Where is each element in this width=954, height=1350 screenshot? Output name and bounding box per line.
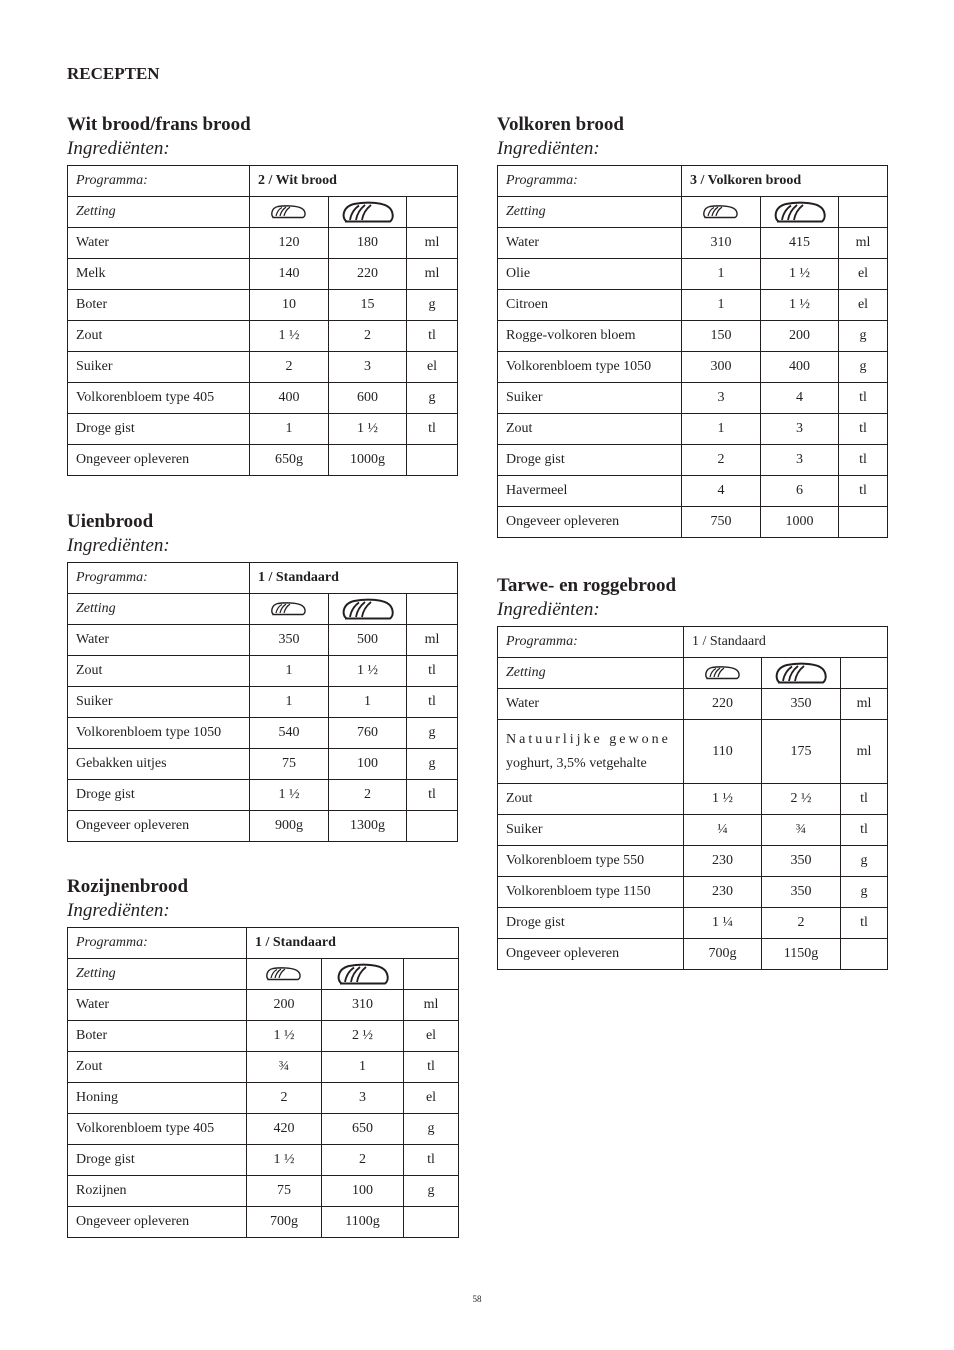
recipe-title: Volkoren brood: [497, 114, 624, 135]
unit: g: [841, 877, 888, 908]
table-row: [498, 321, 888, 352]
table-row: [498, 476, 888, 507]
amount-small: 1: [250, 687, 329, 718]
program-value: 3 / Volkoren brood: [682, 166, 888, 197]
ingredient-name: Droge gist: [68, 414, 250, 445]
table-row: [68, 1176, 459, 1207]
page-number: 58: [472, 1294, 482, 1304]
ingredient-name: [498, 720, 684, 784]
amount-small: 1 ½: [684, 784, 762, 815]
amount-small: 2: [682, 445, 761, 476]
ingredient-name: Citroen: [498, 290, 682, 321]
table-row: [68, 656, 458, 687]
recipe-table: [497, 626, 888, 970]
recipe-volkoren-brood: [497, 113, 888, 538]
yield-large: 1000g: [329, 445, 407, 476]
amount-large: 1: [322, 1052, 404, 1083]
amount-large: 100: [322, 1176, 404, 1207]
table-row: [498, 815, 888, 846]
table-row: [498, 383, 888, 414]
amount-large: 3: [761, 414, 839, 445]
amount-large: 200: [761, 321, 839, 352]
ingredients-label: Ingrediënten:: [67, 138, 170, 159]
amount-small: ¼: [684, 815, 762, 846]
amount-large: 2 ½: [762, 784, 841, 815]
unit: tl: [839, 383, 888, 414]
large-loaf-icon: [322, 959, 404, 990]
yield-small: 650g: [250, 445, 329, 476]
table-row: [498, 784, 888, 815]
small-loaf-icon: [684, 658, 762, 689]
yield-small: 750: [682, 507, 761, 538]
program-label: Programma:: [68, 928, 247, 959]
amount-large: 2: [762, 908, 841, 939]
small-loaf-icon: [682, 197, 761, 228]
table-row: [68, 990, 459, 1021]
amount-large: 6: [761, 476, 839, 507]
unit: g: [404, 1176, 459, 1207]
ingredient-name-line1: Natuurlijke gewone: [506, 731, 671, 747]
yield-label: Ongeveer opleveren: [498, 939, 684, 970]
amount-small: 350: [250, 625, 329, 656]
table-row: [68, 625, 458, 656]
amount-large: 350: [762, 689, 841, 720]
amount-small: 540: [250, 718, 329, 749]
amount-large: 500: [329, 625, 407, 656]
amount-small: 150: [682, 321, 761, 352]
ingredient-name: Water: [498, 228, 682, 259]
ingredient-name: Volkorenbloem type 1050: [498, 352, 682, 383]
amount-small: 1 ½: [250, 780, 329, 811]
setting-label: Zetting: [68, 959, 247, 990]
yield-small: 900g: [250, 811, 329, 842]
unit: ml: [407, 259, 458, 290]
ingredient-name: Volkorenbloem type 405: [68, 383, 250, 414]
unit: el: [404, 1021, 459, 1052]
table-row: [68, 383, 458, 414]
amount-large: 3: [322, 1083, 404, 1114]
yield-row: [68, 811, 458, 842]
amount-large: 760: [329, 718, 407, 749]
table-row: [68, 321, 458, 352]
unit: el: [407, 352, 458, 383]
amount-large: 2: [329, 321, 407, 352]
unit: ml: [839, 228, 888, 259]
ingredient-name: Boter: [68, 1021, 247, 1052]
program-label: Programma:: [68, 563, 250, 594]
small-loaf-icon: [250, 594, 329, 625]
amount-small: 420: [247, 1114, 322, 1145]
amount-small: 120: [250, 228, 329, 259]
table-row: [68, 1114, 459, 1145]
table-row: [68, 687, 458, 718]
amount-small: 2: [250, 352, 329, 383]
amount-large: 100: [329, 749, 407, 780]
yield-large: 1000: [761, 507, 839, 538]
ingredients-label: Ingrediënten:: [67, 535, 170, 556]
ingredient-name: Boter: [68, 290, 250, 321]
table-row: [498, 846, 888, 877]
amount-large: 3: [329, 352, 407, 383]
unit: el: [839, 259, 888, 290]
amount-small: 3: [682, 383, 761, 414]
amount-large: 600: [329, 383, 407, 414]
empty-cell: [407, 594, 458, 625]
setting-row: [498, 658, 888, 689]
amount-large: 220: [329, 259, 407, 290]
unit: g: [404, 1114, 459, 1145]
unit: tl: [839, 476, 888, 507]
recipe-wit-brood: [67, 113, 458, 476]
amount-large: 180: [329, 228, 407, 259]
yield-row: [498, 939, 888, 970]
large-loaf-icon: [761, 197, 839, 228]
amount-large: 15: [329, 290, 407, 321]
yield-large: 1150g: [762, 939, 841, 970]
ingredient-name: Droge gist: [68, 1145, 247, 1176]
amount-large: 1 ½: [329, 414, 407, 445]
amount-small: 400: [250, 383, 329, 414]
ingredients-label: Ingrediënten:: [497, 138, 600, 159]
setting-row: [68, 959, 459, 990]
program-row: [68, 563, 458, 594]
recipe-table: [67, 165, 458, 476]
recipe-table: [497, 165, 888, 538]
ingredient-name: Suiker: [498, 383, 682, 414]
amount-large: 350: [762, 877, 841, 908]
amount-large: 1 ½: [329, 656, 407, 687]
recipe-rozijnenbrood: [67, 875, 459, 1238]
unit: ml: [407, 228, 458, 259]
setting-label: Zetting: [498, 197, 682, 228]
amount-small: 1: [250, 414, 329, 445]
recipe-tarwe-en-roggebrood: [497, 574, 888, 970]
amount-large: 1: [329, 687, 407, 718]
amount-small: 1 ¼: [684, 908, 762, 939]
unit: ml: [841, 720, 888, 784]
program-label: Programma:: [498, 627, 684, 658]
ingredient-name: Suiker: [68, 687, 250, 718]
table-row: [498, 689, 888, 720]
ingredient-name: Zout: [498, 414, 682, 445]
table-row: [68, 228, 458, 259]
empty-cell: [841, 658, 888, 689]
ingredient-name: Rozijnen: [68, 1176, 247, 1207]
table-row: [68, 1021, 459, 1052]
recipe-uienbrood: [67, 510, 458, 842]
amount-small: 310: [682, 228, 761, 259]
ingredient-name: Suiker: [68, 352, 250, 383]
amount-small: 230: [684, 846, 762, 877]
unit: g: [839, 321, 888, 352]
amount-large: 1 ½: [761, 259, 839, 290]
amount-large: 310: [322, 990, 404, 1021]
ingredient-name-line2: yoghurt, 3,5% vetgehalte: [506, 755, 647, 771]
unit: tl: [404, 1052, 459, 1083]
ingredient-name: Rogge-volkoren bloem: [498, 321, 682, 352]
table-row: [68, 1145, 459, 1176]
unit: g: [407, 718, 458, 749]
unit: g: [841, 846, 888, 877]
amount-small: 10: [250, 290, 329, 321]
amount-small: 1 ½: [247, 1021, 322, 1052]
unit: g: [407, 383, 458, 414]
recipe-title: Uienbrood: [67, 511, 154, 532]
amount-large: 2: [322, 1145, 404, 1176]
program-value: 1 / Standaard: [247, 928, 459, 959]
ingredient-name: Zout: [68, 1052, 247, 1083]
recipe-table: [67, 927, 459, 1238]
small-loaf-icon: [250, 197, 329, 228]
unit: el: [404, 1083, 459, 1114]
unit: tl: [407, 321, 458, 352]
table-row: [68, 1052, 459, 1083]
table-row: [68, 352, 458, 383]
amount-small: 1 ½: [250, 321, 329, 352]
table-row: [498, 877, 888, 908]
unit: [407, 445, 458, 476]
unit: ml: [407, 625, 458, 656]
unit: tl: [839, 414, 888, 445]
large-loaf-icon: [329, 197, 407, 228]
amount-large: 350: [762, 846, 841, 877]
ingredient-name: Honing: [68, 1083, 247, 1114]
table-row: [498, 259, 888, 290]
amount-large: 4: [761, 383, 839, 414]
ingredients-label: Ingrediënten:: [67, 900, 170, 921]
setting-label: Zetting: [498, 658, 684, 689]
amount-small: 200: [247, 990, 322, 1021]
setting-row: [68, 594, 458, 625]
ingredient-name: Droge gist: [498, 908, 684, 939]
ingredient-name: Zout: [68, 656, 250, 687]
unit: tl: [407, 780, 458, 811]
recipe-title: Tarwe- en roggebrood: [497, 575, 677, 596]
table-row: [68, 259, 458, 290]
amount-small: 230: [684, 877, 762, 908]
yield-label: Ongeveer opleveren: [68, 445, 250, 476]
program-value: 2 / Wit brood: [250, 166, 458, 197]
table-row: [68, 290, 458, 321]
amount-small: 1 ½: [247, 1145, 322, 1176]
unit: [841, 939, 888, 970]
yield-small: 700g: [247, 1207, 322, 1238]
program-row: [68, 928, 459, 959]
amount-large: 2: [329, 780, 407, 811]
program-label: Programma:: [68, 166, 250, 197]
table-row: [498, 414, 888, 445]
amount-small: 1: [682, 414, 761, 445]
ingredient-name: Melk: [68, 259, 250, 290]
yield-row: [498, 507, 888, 538]
unit: tl: [407, 656, 458, 687]
amount-small: 75: [247, 1176, 322, 1207]
recipe-table: [67, 562, 458, 842]
amount-small: 220: [684, 689, 762, 720]
yield-row: [68, 1207, 459, 1238]
amount-large: 2 ½: [322, 1021, 404, 1052]
yield-row: [68, 445, 458, 476]
setting-row: [68, 197, 458, 228]
program-row: [68, 166, 458, 197]
unit: tl: [841, 815, 888, 846]
large-loaf-icon: [329, 594, 407, 625]
amount-large: 1 ½: [761, 290, 839, 321]
amount-small: 75: [250, 749, 329, 780]
yield-label: Ongeveer opleveren: [498, 507, 682, 538]
large-loaf-icon: [762, 658, 841, 689]
unit: el: [839, 290, 888, 321]
unit: tl: [407, 414, 458, 445]
unit: tl: [404, 1145, 459, 1176]
amount-small: 1: [682, 290, 761, 321]
program-value: 1 / Standaard: [684, 627, 888, 658]
unit: ml: [841, 689, 888, 720]
amount-large: 3: [761, 445, 839, 476]
empty-cell: [407, 197, 458, 228]
program-value: 1 / Standaard: [250, 563, 458, 594]
table-row: [498, 352, 888, 383]
amount-small: ¾: [247, 1052, 322, 1083]
ingredient-name: Suiker: [498, 815, 684, 846]
table-row: [68, 780, 458, 811]
ingredient-name: Volkorenbloem type 1150: [498, 877, 684, 908]
ingredient-name: Volkorenbloem type 550: [498, 846, 684, 877]
yield-label: Ongeveer opleveren: [68, 1207, 247, 1238]
unit: g: [407, 749, 458, 780]
ingredient-name: Zout: [498, 784, 684, 815]
amount-small: 1: [682, 259, 761, 290]
table-row: [68, 749, 458, 780]
amount-small: 4: [682, 476, 761, 507]
ingredient-name: Water: [498, 689, 684, 720]
program-label: Programma:: [498, 166, 682, 197]
ingredient-name: Droge gist: [498, 445, 682, 476]
table-row: [498, 720, 888, 784]
ingredient-name: Water: [68, 625, 250, 656]
amount-large: 400: [761, 352, 839, 383]
program-row: [498, 166, 888, 197]
amount-small: 300: [682, 352, 761, 383]
page-title: RECEPTEN: [67, 64, 160, 83]
setting-label: Zetting: [68, 594, 250, 625]
unit: [407, 811, 458, 842]
amount-small: 140: [250, 259, 329, 290]
empty-cell: [839, 197, 888, 228]
table-row: [498, 445, 888, 476]
amount-large: 415: [761, 228, 839, 259]
yield-small: 700g: [684, 939, 762, 970]
empty-cell: [404, 959, 459, 990]
amount-large: ¾: [762, 815, 841, 846]
unit: [404, 1207, 459, 1238]
program-row: [498, 627, 888, 658]
ingredient-name: Water: [68, 228, 250, 259]
amount-small: 1: [250, 656, 329, 687]
unit: tl: [841, 908, 888, 939]
ingredient-name: Zout: [68, 321, 250, 352]
ingredient-name: Droge gist: [68, 780, 250, 811]
unit: tl: [407, 687, 458, 718]
amount-small: 2: [247, 1083, 322, 1114]
ingredient-name: Volkorenbloem type 405: [68, 1114, 247, 1145]
ingredient-name: Olie: [498, 259, 682, 290]
amount-large: 650: [322, 1114, 404, 1145]
table-row: [498, 908, 888, 939]
small-loaf-icon: [247, 959, 322, 990]
table-row: [68, 414, 458, 445]
ingredient-name: Water: [68, 990, 247, 1021]
unit: ml: [404, 990, 459, 1021]
yield-large: 1300g: [329, 811, 407, 842]
ingredients-label: Ingrediënten:: [497, 599, 600, 620]
table-row: [498, 290, 888, 321]
ingredient-name: Volkorenbloem type 1050: [68, 718, 250, 749]
table-row: [68, 718, 458, 749]
table-row: [498, 228, 888, 259]
unit: g: [839, 352, 888, 383]
yield-label: Ongeveer opleveren: [68, 811, 250, 842]
recipe-title: Rozijnenbrood: [67, 876, 189, 897]
amount-small: 110: [684, 720, 762, 784]
setting-row: [498, 197, 888, 228]
setting-label: Zetting: [68, 197, 250, 228]
unit: tl: [841, 784, 888, 815]
unit: [839, 507, 888, 538]
amount-large: 175: [762, 720, 841, 784]
unit: g: [407, 290, 458, 321]
unit: tl: [839, 445, 888, 476]
table-row: [68, 1083, 459, 1114]
recipe-title: Wit brood/frans brood: [67, 114, 251, 135]
yield-large: 1100g: [322, 1207, 404, 1238]
ingredient-name: Havermeel: [498, 476, 682, 507]
ingredient-name: Gebakken uitjes: [68, 749, 250, 780]
